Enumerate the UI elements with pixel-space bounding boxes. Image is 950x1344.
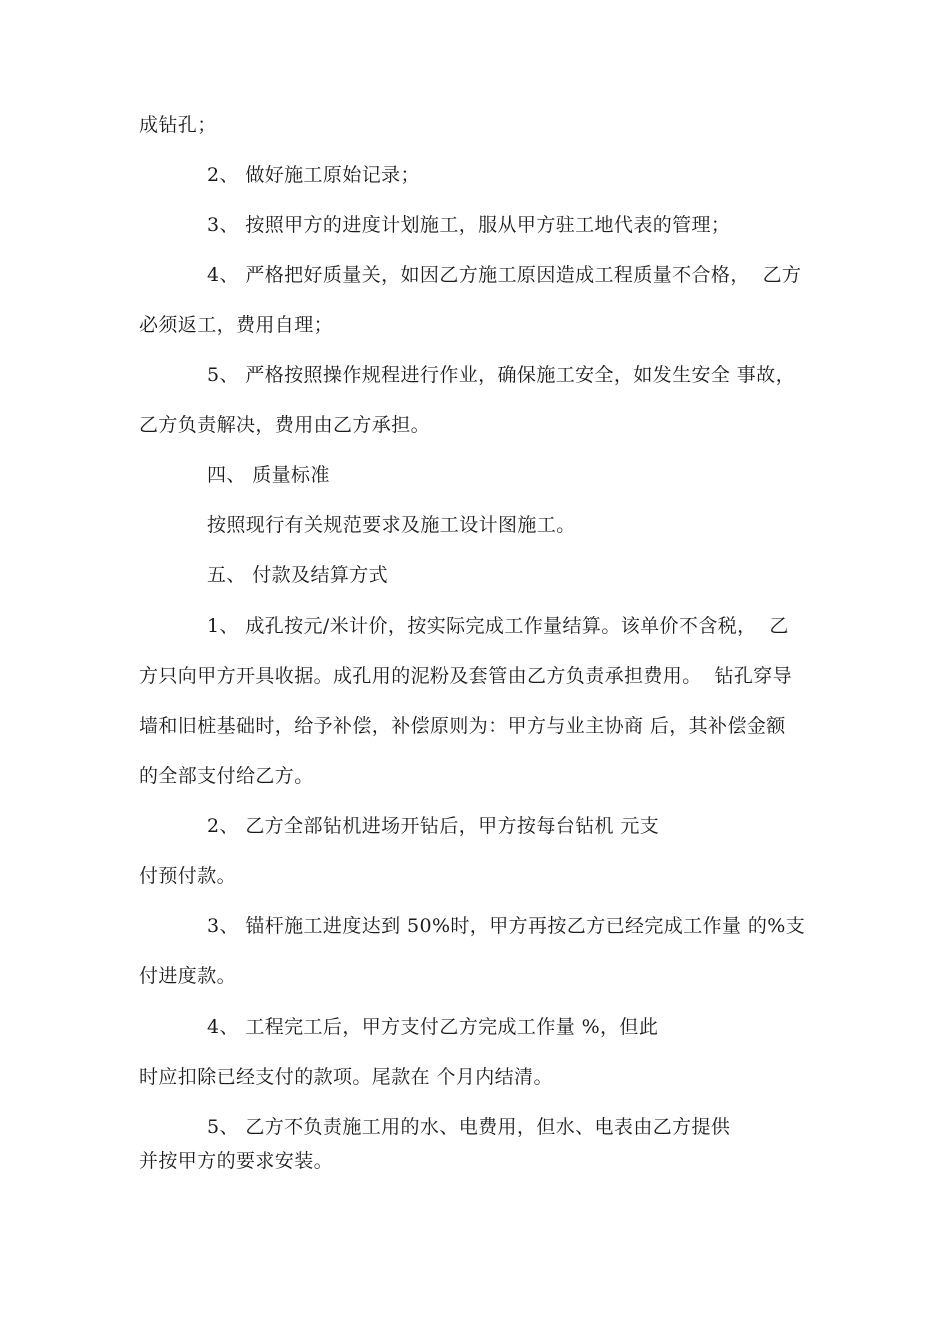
text-line: 墙和旧桩基础时，给予补偿，补偿原则为：甲方与业主协商 后，其补偿金额: [139, 715, 786, 737]
text-line: 4、 严格把好质量关，如因乙方施工原因造成工程质量不合格， 乙方: [207, 264, 802, 286]
text-line: 1、 成孔按元/米计价，按实际完成工作量结算。该单价不含税， 乙: [207, 615, 789, 637]
text-line: 2、 乙方全部钻机进场开钻后，甲方按每台钻机 元支: [207, 815, 660, 837]
text-line: 乙方负责解决，费用由乙方承担。: [139, 414, 431, 436]
text-line: 3、 锚杆施工进度达到 50%时，甲方再按乙方已经完成工作量 的%支: [207, 915, 806, 937]
section-heading: 五、 付款及结算方式: [207, 564, 389, 586]
text-line: 必须返工，费用自理；: [139, 314, 334, 336]
text-line: 4、 工程完工后，甲方支付乙方完成工作量 %，但此: [207, 1016, 659, 1038]
text-line: 成钻孔；: [139, 114, 217, 136]
text-line: 付预付款。: [139, 865, 237, 887]
text-line: 时应扣除已经支付的款项。尾款在 个月内结清。: [139, 1066, 553, 1088]
text-line: 5、 严格按照操作规程进行作业，确保施工安全，如发生安全 事故，: [207, 364, 795, 386]
text-line: 并按甲方的要求安装。: [139, 1150, 334, 1172]
text-line: 的全部支付给乙方。: [139, 765, 314, 787]
text-line: 2、 做好施工原始记录；: [207, 164, 420, 186]
section-heading: 四、 质量标准: [207, 464, 330, 486]
text-line: 3、 按照甲方的进度计划施工，服从甲方驻工地代表的管理；: [207, 214, 731, 236]
text-line: 5、 乙方不负责施工用的水、电费用，但水、电表由乙方提供: [207, 1116, 731, 1138]
text-line: 付进度款。: [139, 965, 237, 987]
text-line: 方只向甲方开具收据。成孔用的泥粉及套管由乙方负责承担费用。 钻孔穿导: [139, 665, 793, 687]
text-line: 按照现行有关规范要求及施工设计图施工。: [207, 514, 576, 536]
